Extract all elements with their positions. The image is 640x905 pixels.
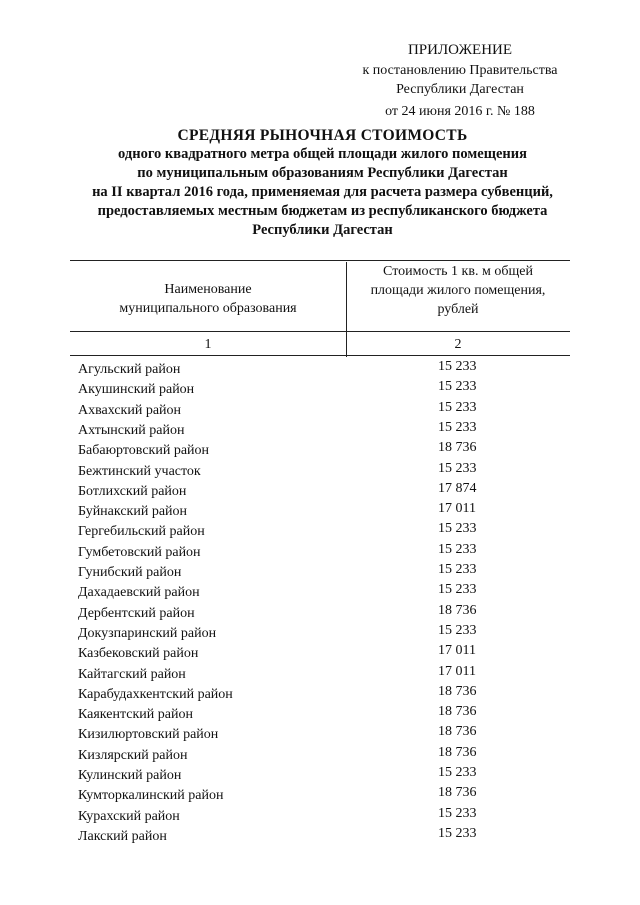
table-row [78,765,498,788]
municipality-name: Акушинский район [78,382,195,398]
cost-value: 18 736 [438,683,477,699]
table-row [78,359,498,382]
municipality-name: Бабаюртовский район [78,443,210,459]
appendix-label: ПРИЛОЖЕНИЕ [407,42,513,58]
municipality-name: Кизлярский район [78,747,188,763]
column-number-1: 1 [204,337,212,352]
municipality-name: Бежтинский участок [78,463,201,479]
cost-value: 15 233 [438,419,477,435]
cost-value: 15 233 [438,765,477,780]
cost-value: 15 233 [438,622,477,638]
table-row [78,602,498,626]
municipality-name: Дахадаевский район [78,585,200,601]
cost-value: 15 233 [438,825,477,841]
municipality-name: Буйнакский район [78,504,188,520]
table-row [78,480,498,504]
municipality-name: Казбековский район [78,646,199,662]
table-row [78,440,498,463]
cost-value: 15 233 [438,399,477,415]
municipality-name: Карабудахкентский район [78,686,233,702]
cost-value: 17 011 [438,501,476,517]
appendix-resolution-line: к постановлению Правительства [362,63,558,78]
header-col-name [72,280,344,318]
table-row [78,562,498,585]
table-row [78,501,498,524]
table-row [78,663,498,687]
municipality-name: Ахтынский район [78,422,185,438]
document-title [60,126,585,240]
table-row [78,744,498,768]
header-col-cost-line-1: Стоимость 1 кв. м общей [383,264,533,279]
cost-value: 15 233 [438,460,477,476]
table-row [78,419,498,443]
cost-value: 18 736 [438,704,477,720]
table-row [78,521,498,544]
municipality-name: Гумбетовский район [78,544,201,560]
table-row [78,704,498,727]
table-row [78,582,498,605]
municipality-name: Кизилюртовский район [78,727,219,743]
cost-value: 18 736 [438,724,477,740]
municipality-name: Докузпаринский район [78,625,217,641]
municipality-name: Лакский район [78,828,167,844]
municipality-name: Агульский район [78,362,181,377]
table-row [78,399,498,423]
table-row [78,683,498,707]
table-row [78,825,498,849]
table-top-border [70,260,570,261]
municipality-name: Дербентский район [78,605,195,621]
column-numbers-bottom-border [70,355,570,356]
cost-value: 15 233 [438,805,477,821]
table-row [78,541,498,565]
table-row [78,805,498,829]
municipality-name: Кумторкалинский район [78,788,224,804]
cost-value: 18 736 [438,744,477,760]
header-col-cost [348,262,568,319]
appendix-date-line: от 24 июня 2016 г. № 188 [385,104,535,119]
header-col-cost-line-3: рублей [437,302,479,317]
cost-value: 18 736 [438,440,477,456]
table-row [78,460,498,484]
municipality-name: Ботлихский район [78,483,187,499]
cost-value: 15 233 [438,521,477,537]
municipality-name: Ахвахский район [78,402,182,418]
header-bottom-border [70,331,570,332]
title-line-2: одного квадратного метра общей площади жилого помещения [118,146,527,162]
table-row [78,379,498,402]
cost-value: 17 011 [438,663,476,679]
cost-value: 15 233 [438,541,477,557]
table-row [78,643,498,666]
municipality-name: Гергебильский район [78,524,205,540]
municipality-name: Кулинский район [78,768,182,783]
table-row [78,785,498,808]
title-line-3: по муниципальным образованиям Республики Дагестан [137,165,508,181]
header-col-name-line-1: Наименование [164,282,252,297]
title-line-4: на II квартал 2016 года, применяемая для расчета размера субвенций, [92,184,553,200]
municipality-name: Каякентский район [78,707,193,723]
header-col-name-line-2: муниципального образования [119,301,297,316]
header-col-cost-line-2: площади жилого помещения, [370,283,546,298]
table-row [78,724,498,747]
cost-value: 15 233 [438,562,477,577]
appendix-republic-line: Республики Дагестан [396,82,524,97]
cost-value: 18 736 [438,602,477,618]
cost-value: 17 011 [438,643,476,659]
table-column-divider [346,262,347,357]
cost-value: 17 874 [438,480,477,496]
municipality-name: Курахский район [78,808,180,824]
municipality-name: Кайтагский район [78,666,186,682]
title-main: СРЕДНЯЯ РЫНОЧНАЯ СТОИМОСТЬ [177,127,468,144]
table-row [78,622,498,646]
municipality-name: Гунибский район [78,565,182,580]
cost-value: 15 233 [438,379,477,395]
title-line-5: предоставляемых местным бюджетам из республиканского бюджета [97,203,548,219]
cost-value: 18 736 [438,785,477,801]
column-number-2: 2 [454,337,462,352]
cost-value: 15 233 [438,359,477,374]
cost-value: 15 233 [438,582,477,598]
title-line-6: Республики Дагестан [252,222,393,238]
